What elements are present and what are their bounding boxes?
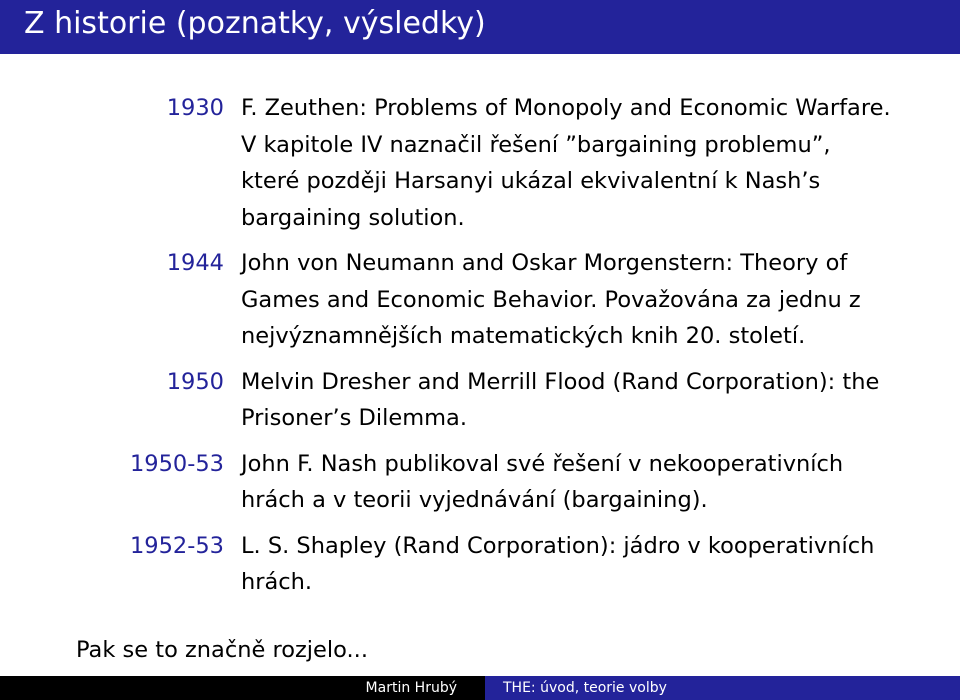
closing-line: Pak se to značně rozjelo...	[76, 637, 368, 663]
entry-year: 1930	[166, 95, 224, 121]
footer-bar	[0, 676, 960, 700]
timeline-entry	[0, 364, 960, 437]
entry-year: 1944	[166, 250, 224, 276]
timeline-list	[0, 90, 960, 610]
footer-author-box	[0, 676, 485, 700]
entry-year: 1950	[166, 368, 224, 395]
entry-text: John F. Nash publikoval své řešení v nekooperativních hrách a v teorii vyjednávání (bargaining).	[241, 450, 844, 513]
entry-year: 1950-53	[129, 450, 224, 477]
entry-text: F. Zeuthen: Problems of Monopoly and Economic Warfare. V kapitole IV naznačil řešení ”bargaining problemu”, které později Harsanyi ukázal ekvivalentní k Nash’s bargaining solution.	[241, 95, 891, 231]
slide-title: Z historie (poznatky, výsledky)	[24, 6, 486, 41]
timeline-entry	[0, 446, 960, 519]
entry-text: Melvin Dresher and Merrill Flood (Rand Corporation): the Prisoner’s Dilemma.	[241, 368, 880, 431]
entry-text: L. S. Shapley (Rand Corporation): jádro v kooperativních hrách.	[241, 532, 875, 595]
entry-text: John von Neumann and Oskar Morgenstern: Theory of Games and Economic Behavior. Považována za jednu z nejvýznamnějších matematických knih 20. století.	[241, 250, 861, 349]
footer-author: Martin Hrubý	[365, 680, 457, 696]
timeline-entry	[0, 245, 960, 355]
timeline-entry	[0, 90, 960, 236]
timeline-entry	[0, 528, 960, 601]
footer-title-box	[485, 676, 960, 700]
entry-year: 1952-53	[129, 532, 224, 559]
title-bar	[0, 0, 960, 54]
footer-title: THE: úvod, teorie volby	[503, 680, 667, 696]
